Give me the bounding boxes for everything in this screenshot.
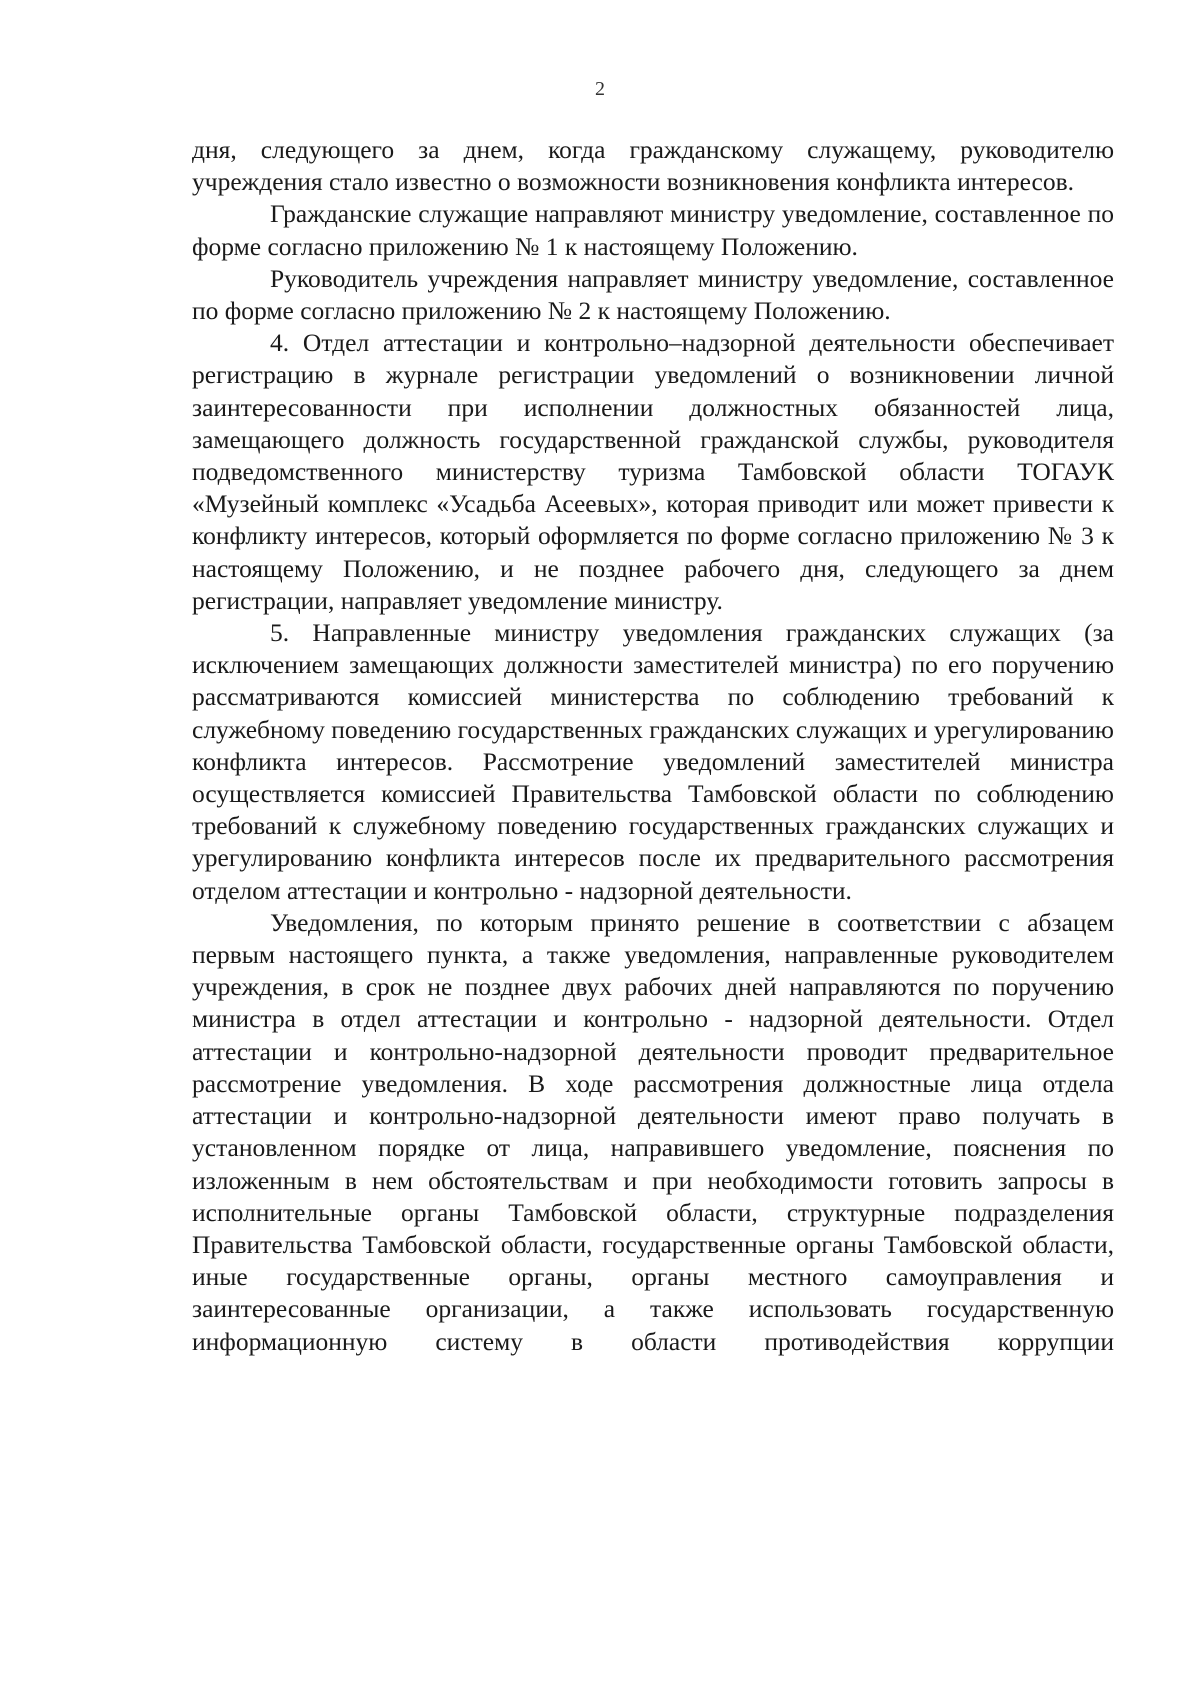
paragraph-head-notice: Руководитель учреждения направляет министру уведомление, составленное по форме согласно приложению № 2 к настоящему Положению. <box>192 263 1114 326</box>
paragraph-item-5-continued: Уведомления, по которым принято решение в соответствии с абзацем первым настоящего пункта, а также уведомления, направленные руководителем учреждения, в срок не позднее двух рабочих дней направляются по поручению министра в отдел аттестации и контрольно - надзорной деятельности. Отдел аттестации и контрольно-надзорной деятельности проводит предварительное рассмотрение уведомления. В ходе рассмотрения должностные лица отдела аттестации и контрольно-надзорной деятельности имеют право получать в установленном порядке от лица, направившего уведомление, пояснения по изложенным в нем обстоятельствам и при необходимости готовить запросы в исполнительные органы Тамбовской области, структурные подразделения Правительства Тамбовской области, государственные органы Тамбовской области, иные государственные органы, органы местного самоуправления и заинтересованные организации, а также использовать государственную информационную систему в области противодействия коррупции <box>192 907 1114 1356</box>
paragraph-item-4: 4. Отдел аттестации и контрольно–надзорной деятельности обеспечивает регистрацию в журнале регистрации уведомлений о возникновении личной заинтересованности при исполнении должностных обязанностей лица, замещающего должность государственной гражданской службы, руководителя подведомственного министерству туризма Тамбовской области ТОГАУК «Музейный комплекс «Усадьба Асеевых», которая приводит или может привести к конфликту интересов, который оформляется по форме согласно приложению № 3 к настоящему Положению, и не позднее рабочего дня, следующего за днем регистрации, направляет уведомление министру. <box>192 328 1114 615</box>
paragraph-item-5: 5. Направленные министру уведомления гражданских служащих (за исключением замещающих должности заместителей министра) по его поручению рассматриваются комиссией министерства по соблюдению требований к служебному поведению государственных гражданских служащих и урегулированию конфликта интересов. Рассмотрение уведомлений заместителей министра осуществляется комиссией Правительства Тамбовской области по соблюдению требований к служебному поведению государственных гражданских служащих и урегулированию конфликта интересов после их предварительного рассмотрения отделом аттестации и контрольно - надзорной деятельности. <box>192 618 1114 905</box>
paragraph-civil-servants-notice: Гражданские служащие направляют министру уведомление, составленное по форме согласно приложению № 1 к настоящему Положению. <box>192 199 1114 261</box>
paragraph-continuation: дня, следующего за днем, когда гражданскому служащему, руководителю учреждения стало известно о возможности возникновения конфликта интересов. <box>192 135 1114 197</box>
document-body <box>192 134 1114 1358</box>
page-number: 2 <box>595 78 605 100</box>
